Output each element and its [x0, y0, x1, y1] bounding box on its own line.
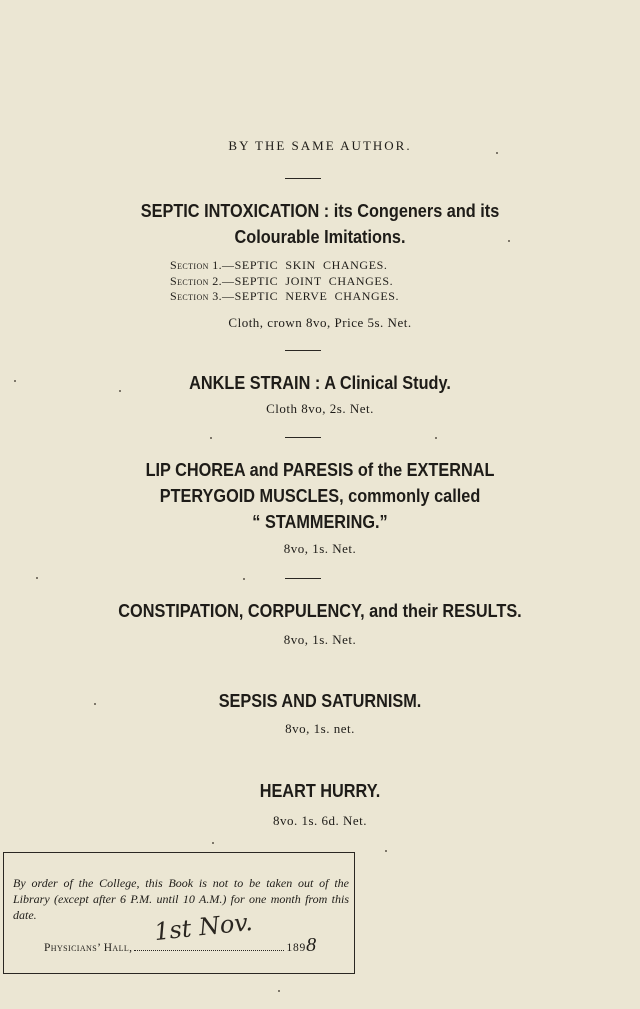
book-title-line: LIP CHOREA and PARESIS of the EXTERNAL	[145, 459, 495, 480]
paper-speck	[496, 152, 498, 154]
paper-speck	[210, 437, 212, 439]
stamp-year-handwritten: 8	[306, 934, 317, 956]
divider	[285, 350, 321, 351]
section-label: Section 1.	[170, 258, 223, 272]
book-price: 8vo, 1s. net.	[285, 721, 355, 736]
section-list	[170, 258, 399, 305]
paper-speck	[243, 578, 245, 580]
paper-speck	[212, 842, 214, 844]
book-title-line: “ STAMMERING.”	[252, 511, 388, 532]
section-text: —SEPTIC NERVE CHANGES.	[222, 289, 400, 303]
stamp-hall-label: Physicians’ Hall,	[44, 942, 133, 954]
book-price: Cloth 8vo, 2s. Net.	[266, 401, 374, 416]
book-price: Cloth, crown 8vo, Price 5s. Net.	[228, 315, 412, 330]
book-price: 8vo, 1s. Net.	[283, 541, 357, 556]
section-row	[170, 258, 399, 274]
section-row	[170, 274, 399, 290]
header: BY THE SAME AUTHOR.	[228, 138, 412, 153]
section-label: Section 3.	[170, 289, 223, 303]
section-label: Section 2.	[170, 273, 223, 288]
stamp-notice: By order of the College, this Book is not to be taken out of the Library (except after 6 P.M. until 10 A.M.) for one month from this date.	[13, 876, 349, 922]
library-stamp	[3, 852, 355, 974]
book-title-line: ANKLE STRAIN : A Clinical Study.	[189, 372, 451, 393]
divider	[285, 178, 321, 179]
divider	[285, 578, 321, 579]
book-price: 8vo, 1s. Net.	[283, 632, 357, 647]
paper-speck	[435, 437, 437, 439]
paper-speck	[94, 703, 96, 705]
paper-speck	[119, 390, 121, 392]
paper-speck	[36, 577, 38, 579]
paper-speck	[508, 240, 510, 242]
handwritten-date: 1st Nov.	[152, 907, 254, 947]
paper-speck	[385, 850, 387, 852]
book-title-line: CONSTIPATION, CORPULENCY, and their RESULTS.	[118, 600, 522, 621]
paper-speck	[278, 990, 280, 992]
section-text: —SEPTIC JOINT CHANGES.	[222, 273, 394, 288]
book-title-line: Colourable Imitations.	[234, 226, 406, 247]
section-row	[170, 289, 399, 305]
book-price: 8vo. 1s. 6d. Net.	[272, 813, 368, 828]
divider	[285, 437, 321, 438]
paper-speck	[14, 380, 16, 382]
book-title-line: PTERYGOID MUSCLES, commonly called	[159, 485, 481, 506]
stamp-year-printed: 189	[286, 942, 307, 954]
section-text: —SEPTIC SKIN CHANGES.	[222, 258, 388, 272]
book-title-line: HEART HURRY.	[259, 780, 381, 801]
book-title-line: SEPTIC INTOXICATION : its Congeners and its	[140, 200, 500, 221]
book-title-line: SEPSIS AND SATURNISM.	[218, 690, 422, 711]
